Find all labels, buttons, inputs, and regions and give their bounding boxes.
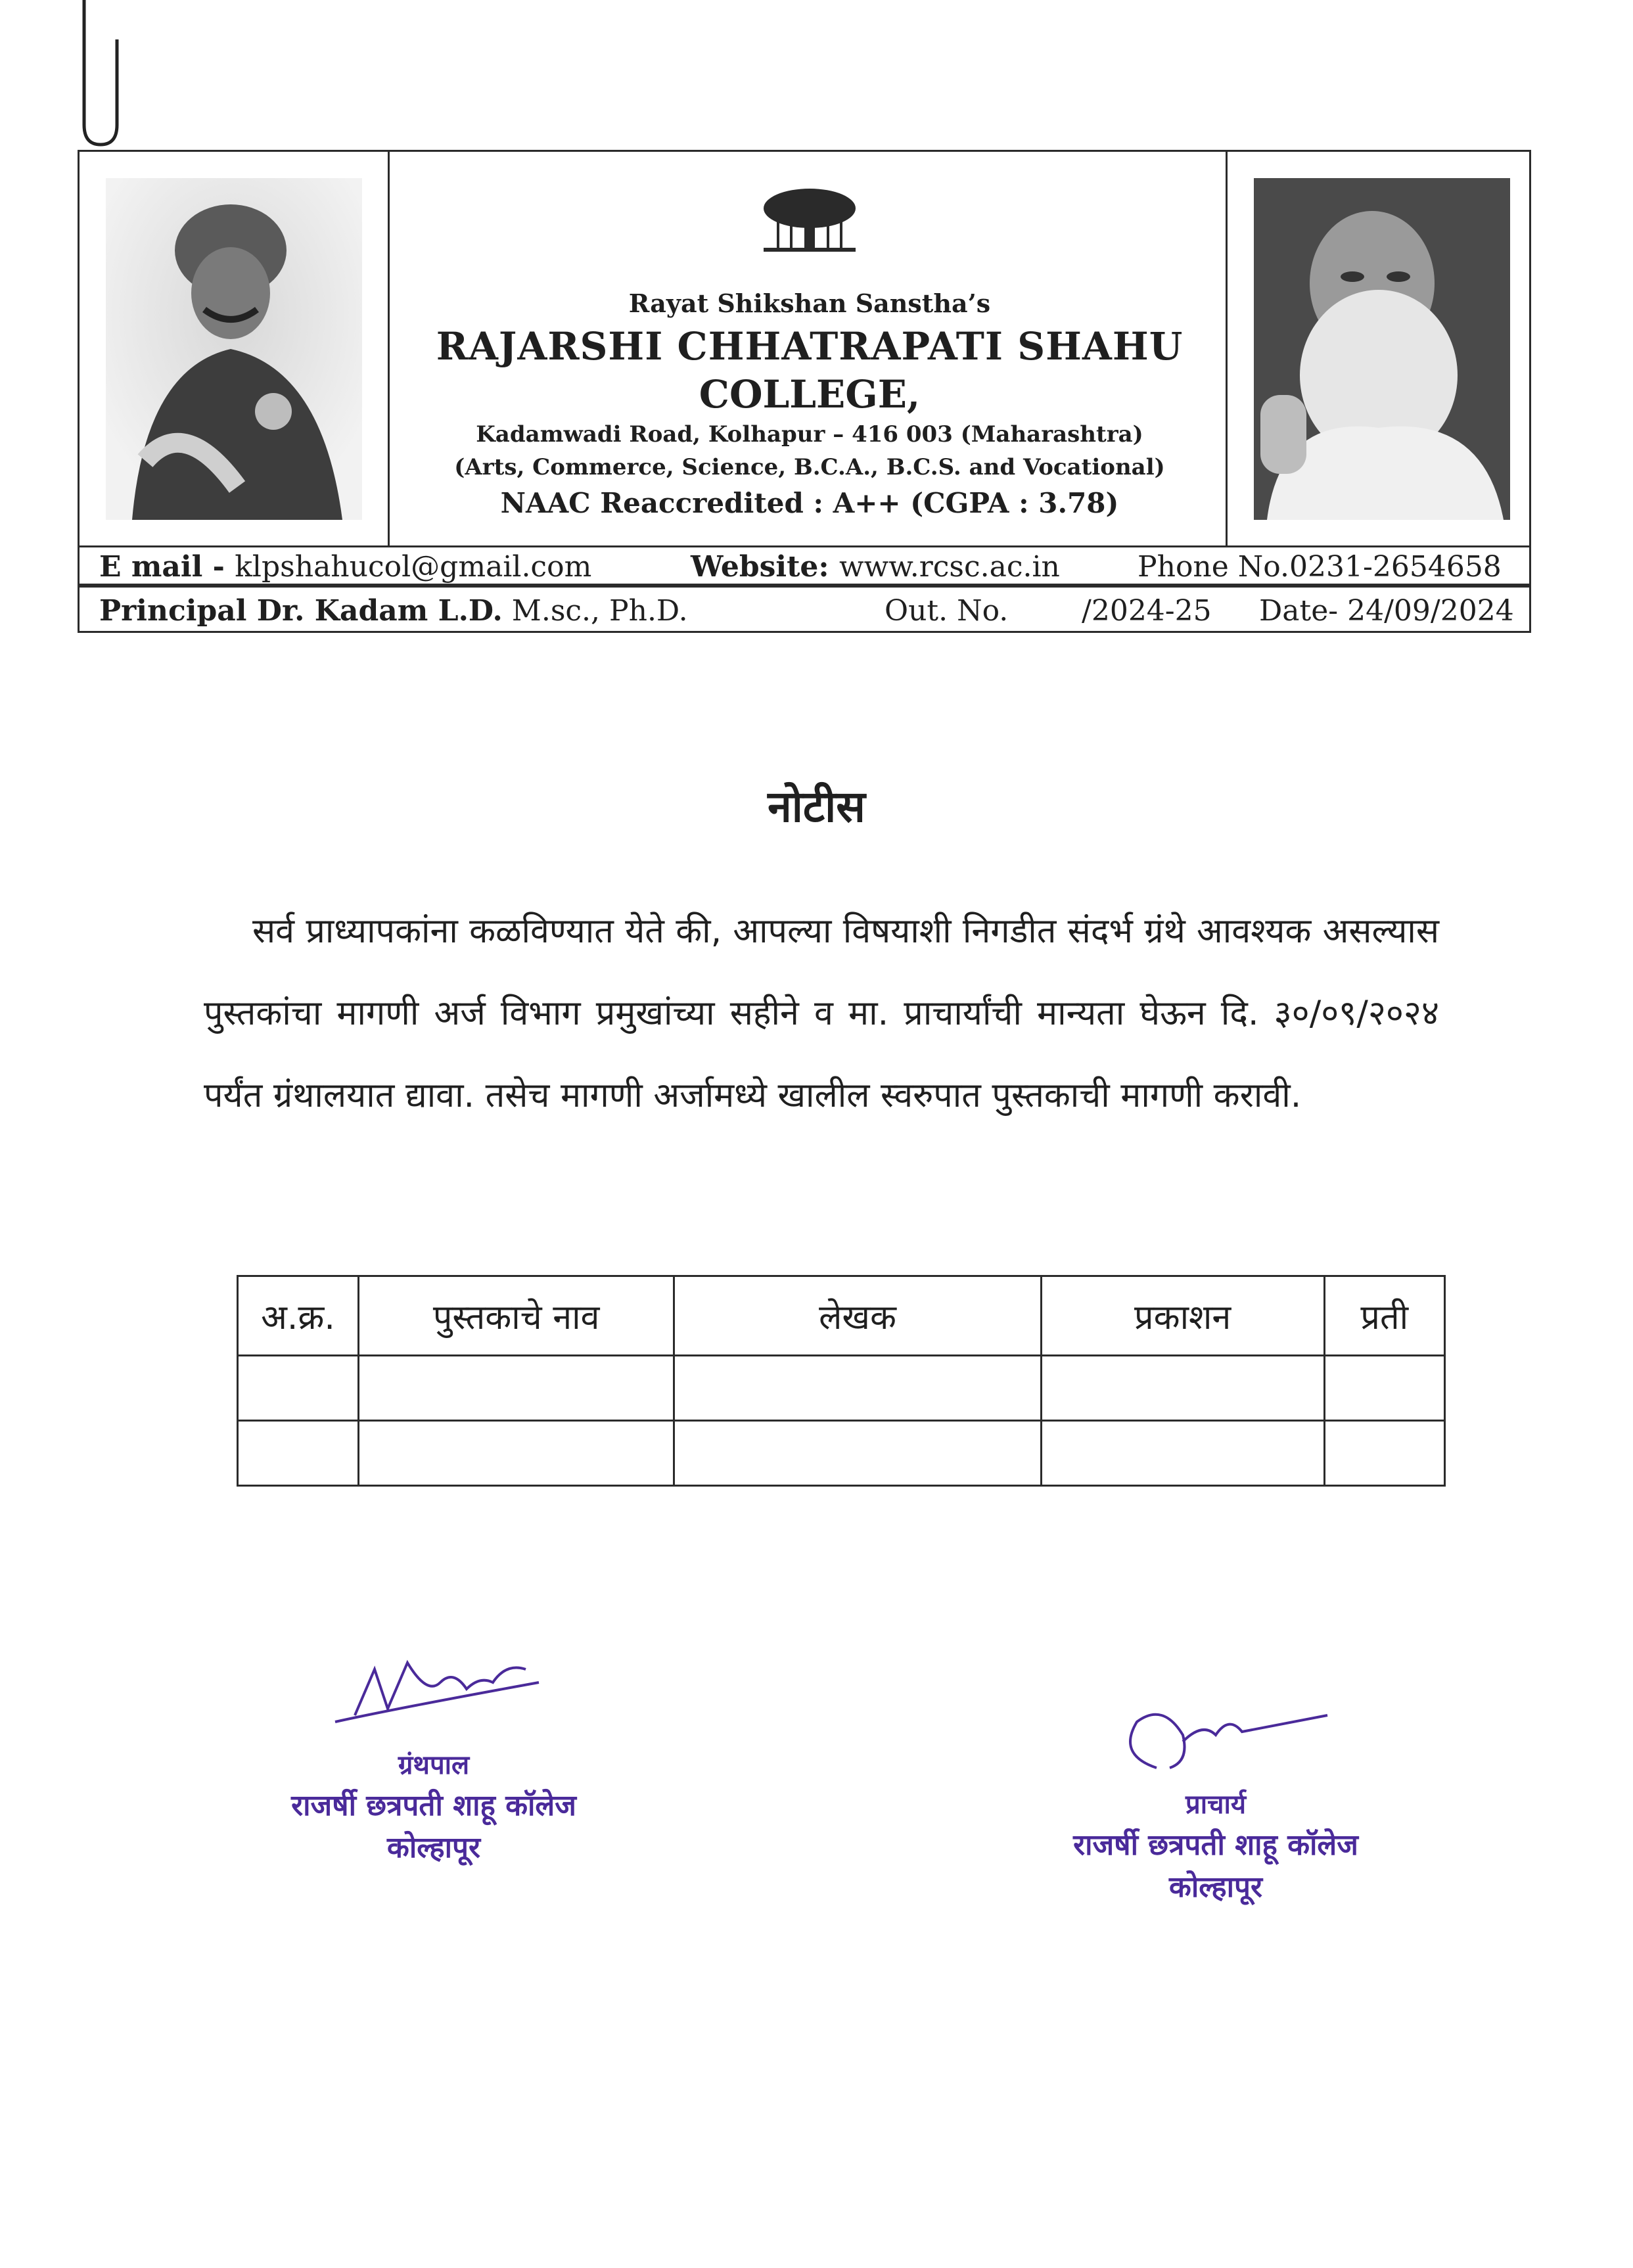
paperclip-mark (71, 0, 124, 151)
table-cell (1324, 1356, 1444, 1421)
website-block (691, 550, 1060, 584)
notice-date: Date- 24/09/2024 (1259, 594, 1514, 628)
table-cell (238, 1421, 359, 1486)
email-block (99, 550, 591, 584)
table-cell (1041, 1421, 1324, 1486)
col-copies: प्रती (1324, 1276, 1444, 1356)
reference-row (78, 586, 1531, 633)
col-serial: अ.क्र. (238, 1276, 359, 1356)
principal-role: प्राचार्य (1185, 1790, 1247, 1820)
book-request-table (237, 1275, 1446, 1487)
letterhead-right-panel (1226, 152, 1529, 545)
college-address: Kadamwadi Road, Kolhapur – 416 003 (Maharashtra) (476, 421, 1143, 448)
table-header-row (238, 1276, 1445, 1356)
principal-institution: राजर्षी छत्रपती शाहू कॉलेज (1073, 1828, 1358, 1862)
outward-number: /2024-25 (1082, 594, 1212, 628)
banyan-tree-logo (757, 182, 862, 254)
outward-number-label: Out. No. (885, 594, 1009, 628)
librarian-institution: राजर्षी छत्रपती शाहू कॉलेज (291, 1789, 576, 1822)
notice-title: नोटीस (768, 781, 865, 832)
table-cell (359, 1356, 674, 1421)
shahu-maharaj-portrait (106, 178, 362, 520)
table-cell (359, 1421, 674, 1486)
principal-name: Principal Dr. Kadam L.D. (99, 594, 503, 628)
librarian-city: कोल्हापूर (387, 1831, 480, 1864)
table-cell (674, 1421, 1041, 1486)
table-row (238, 1356, 1445, 1421)
letterhead (78, 150, 1531, 547)
notice-paragraph: सर्व प्राध्यापकांना कळविण्यात येते की, आपल्या विषयाशी निगडीत संदर्भ ग्रंथे आवश्यक असल्यास पुस्तकांचा मागणी अर्ज विभाग प्रमुखांच्या सहीने व मा. प्राचार्यांची मान्यता घेऊन दि. ३०/०९/२०२४ पर्यंत ग्रंथालयात द्यावा. तसेच मागणी अर्जामध्ये खालील स्वरुपात पुस्तकाची मागणी करावी. (204, 912, 1439, 1115)
table-cell (674, 1356, 1041, 1421)
col-author: लेखक (674, 1276, 1041, 1356)
college-streams: (Arts, Commerce, Science, B.C.A., B.C.S. and Vocational) (454, 454, 1165, 480)
website-url[interactable]: www.rcsc.ac.in (839, 550, 1060, 584)
col-book-title: पुस्तकाचे नाव (359, 1276, 674, 1356)
letterhead-center (390, 152, 1230, 545)
college-name-line2: COLLEGE, (699, 372, 921, 417)
principal-city: कोल्हापूर (1169, 1870, 1262, 1904)
letterhead-left-panel (80, 152, 390, 545)
phone-number: Phone No.0231-2654658 (1138, 550, 1502, 584)
email-label: E mail - (99, 550, 235, 584)
col-publisher: प्रकाशन (1041, 1276, 1324, 1356)
principal-signature (1091, 1696, 1341, 1781)
principal-signature-block (1032, 1696, 1400, 1905)
table-cell (1041, 1356, 1324, 1421)
librarian-role: ग्रंथपाल (398, 1750, 470, 1780)
notice-body (204, 891, 1439, 1137)
contact-row (78, 547, 1531, 586)
table-cell (1324, 1421, 1444, 1486)
table-cell (238, 1356, 359, 1421)
principal-block (99, 594, 688, 628)
sanstha-name: Rayat Shikshan Sanstha’s (628, 289, 991, 318)
naac-accreditation: NAAC Reaccredited : A++ (CGPA : 3.78) (500, 487, 1119, 519)
principal-degree: M.sc., Ph.D. (502, 594, 688, 628)
college-name-line1: RAJARSHI CHHATRAPATI SHAHU (436, 324, 1184, 369)
librarian-signature (315, 1643, 552, 1742)
librarian-signature-block (250, 1643, 618, 1866)
table-row (238, 1421, 1445, 1486)
website-label: Website: (691, 550, 839, 584)
email-address[interactable]: klpshahucol@gmail.com (235, 550, 592, 584)
karmaveer-portrait (1254, 178, 1510, 520)
